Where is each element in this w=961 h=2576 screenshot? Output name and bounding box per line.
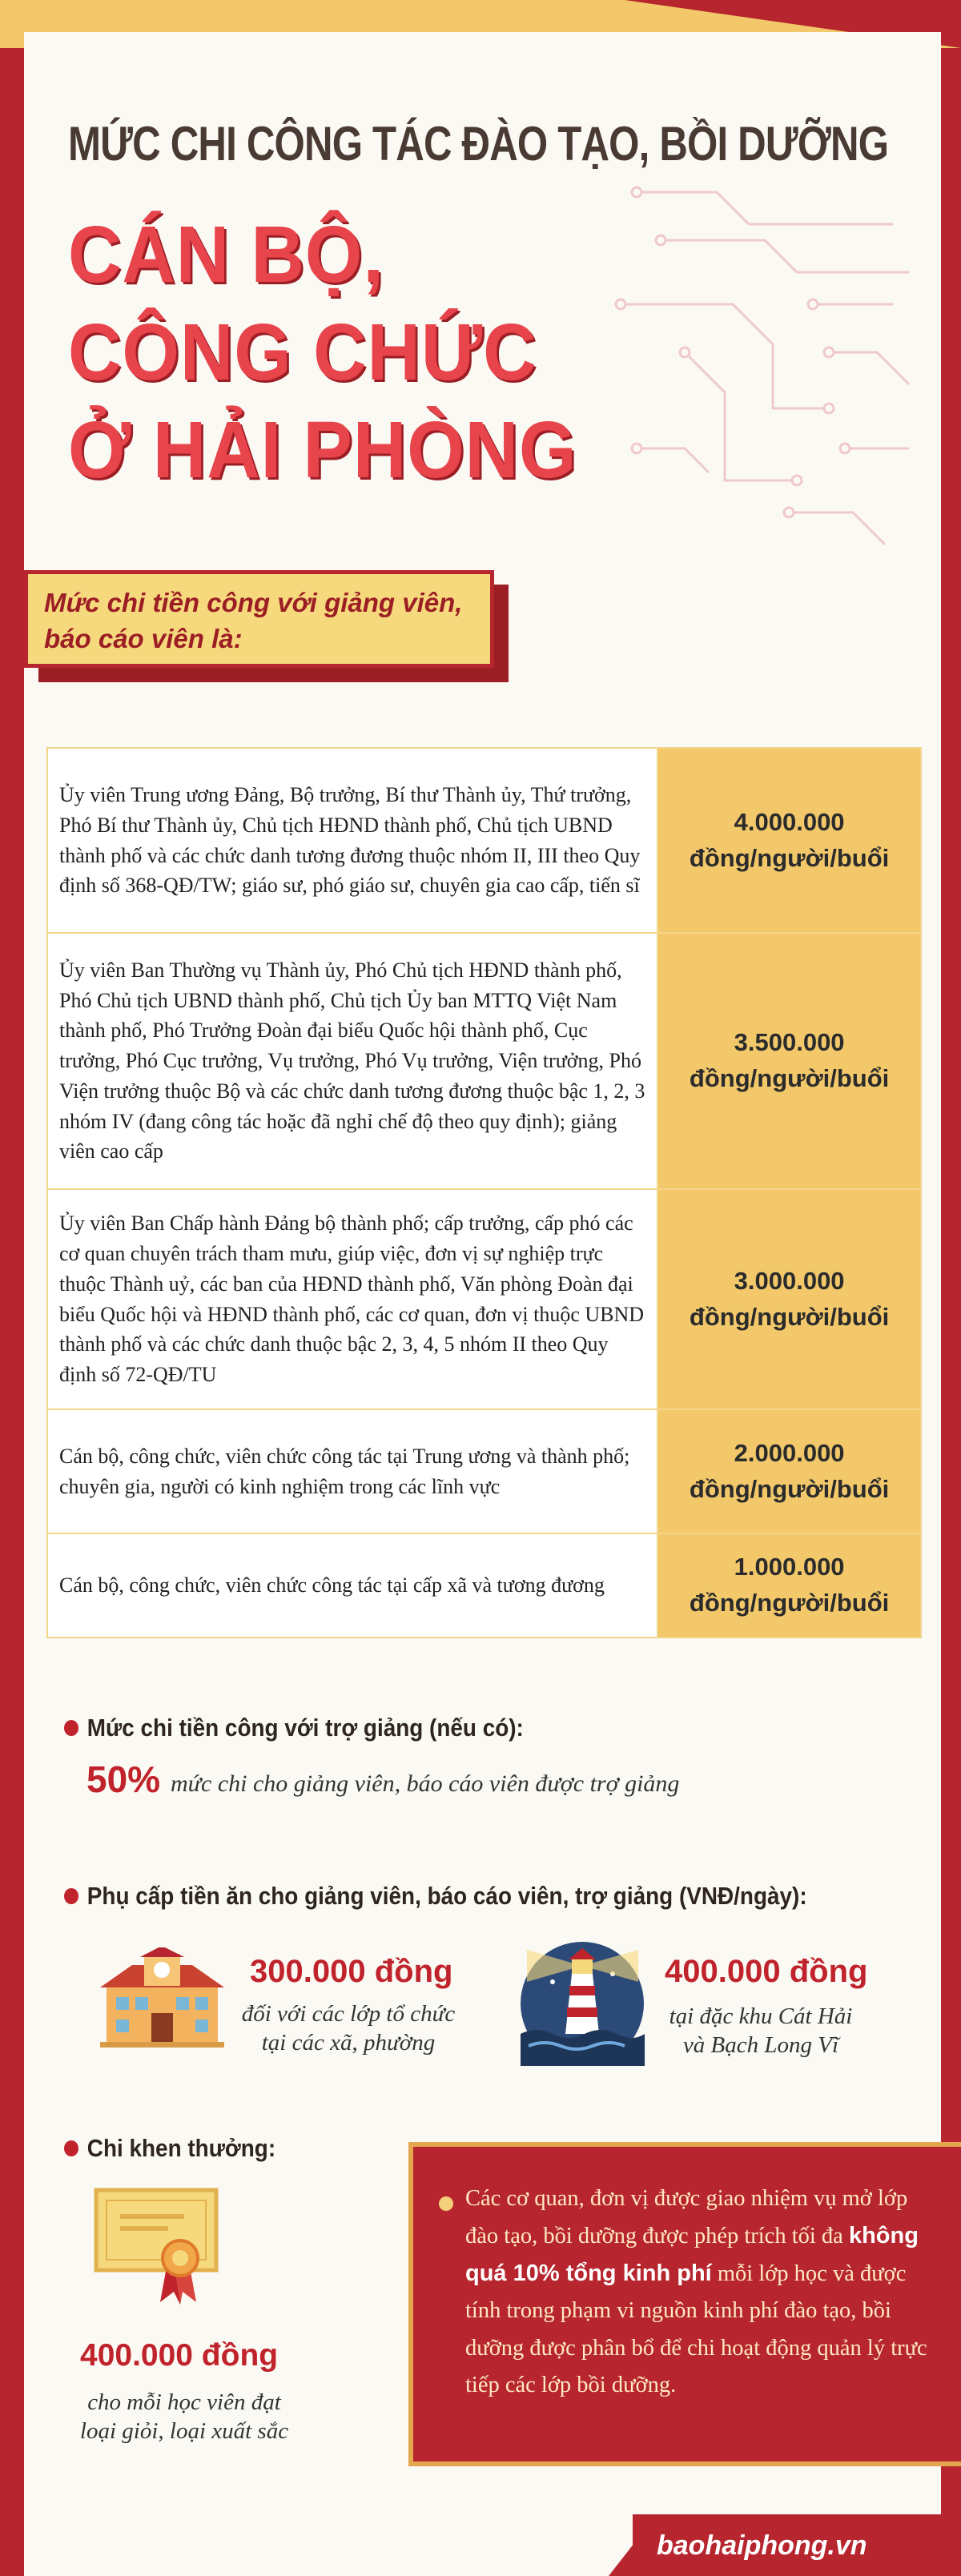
reward-desc-line-1: cho mỗi học viên đạt — [87, 2389, 281, 2415]
amount-unit: đồng/người/buổi — [689, 1302, 890, 1331]
page-title-line-2: CÔNG CHỨC — [68, 307, 537, 397]
amount-unit: đồng/người/buổi — [689, 843, 890, 872]
notice-highlight: không quá 10% tổng kinh phí — [465, 2223, 919, 2287]
assistant-note: mức chi cho giảng viên, báo cáo viên được trợ giảng — [171, 1770, 680, 1797]
meal-heading-text: Phụ cấp tiền ăn cho giảng viên, báo cáo viên, trợ giảng (VNĐ/ngày): — [86, 1882, 807, 1910]
lecturer-heading-box — [24, 570, 509, 682]
budget-notice-box — [408, 2142, 961, 2466]
meal-amount-1: 300.000 đồng — [250, 1954, 453, 1989]
row-description: Cán bộ, công chức, viên chức công tác tại cấp xã và tương đương — [47, 1533, 657, 1638]
row-description: Ủy viên Ban Thường vụ Thành ủy, Phó Chủ tịch HĐND thành phố, Phó Chủ tịch UBND thành phố, Chủ tịch Ủy ban MTTQ Việt Nam thành phố, Phó Trưởng Đoàn đại biểu Quốc hội thành phố, Cục trưởng, Phó Cục trưởng, Vụ trưởng, Phó Vụ trưởng, Viện trưởng, Phó Viện trưởng thuộc Bộ và các chức danh tương đương thuộc bậc 1, 2, 3 nhóm IV (đang công tác hoặc đã nghỉ chế độ theo quy định); giảng viên cao cấp — [47, 933, 657, 1189]
amount-value: 3.500.000 — [734, 1028, 845, 1057]
lecturer-heading-line-2: báo cáo viên là: — [44, 623, 243, 653]
assistant-heading — [64, 1714, 524, 1742]
row-description: Cán bộ, công chức, viên chức công tác tại Trung ương và thành phố; chuyên gia, người có kinh nghiệm trong các lĩnh vực — [47, 1409, 657, 1533]
row-amount — [657, 1409, 921, 1533]
circuit-decoration — [589, 144, 925, 561]
lecturer-fee-table — [46, 747, 922, 1638]
meal-desc-2 — [645, 2002, 877, 2060]
certificate-icon — [92, 2186, 228, 2306]
lecturer-heading-line-1: Mức chi tiền công với giảng viên, — [44, 588, 463, 617]
table-row — [47, 933, 921, 1189]
meal-desc-2-line-1: tại đặc khu Cát Hải — [669, 2003, 853, 2029]
assistant-percent: 50% — [86, 1758, 161, 1800]
meal-desc-1 — [228, 1999, 468, 2058]
reward-heading — [64, 2134, 275, 2163]
row-amount — [657, 933, 921, 1189]
meal-desc-1-line-1: đối với các lớp tổ chức — [241, 2001, 456, 2027]
row-description: Ủy viên Trung ương Đảng, Bộ trưởng, Bí thư Thành ủy, Thứ trưởng, Phó Bí thư Thành ủy, Chủ tịch HĐND thành phố, Chủ tịch UBND thành phố và các chức danh tương đương thuộc nhóm II, III theo Quy định số 368-QĐ/TW; giáo sư, phó giáo sư, chuyên gia cao cấp, tiến sĩ — [47, 748, 657, 933]
amount-value: 1.000.000 — [734, 1553, 845, 1581]
amount-value: 2.000.000 — [734, 1438, 845, 1467]
reward-amount: 400.000 đồng — [80, 2338, 279, 2373]
notice-text-after: mỗi lớp học và được tính trong phạm vi nguồn kinh phí đào tạo, bồi dưỡng được phân bổ để chi hoạt động quản lý trực tiếp các lớp bồi dưỡng. — [465, 2261, 927, 2397]
page-title-line-3: Ở HẢI PHÒNG — [68, 405, 577, 495]
row-amount — [657, 1533, 921, 1638]
footer-site-link[interactable]: baohaiphong.vn — [657, 2530, 867, 2561]
bullet-dot-icon — [64, 2140, 78, 2156]
reward-desc-line-2: loại giỏi, loại xuất sắc — [79, 2418, 289, 2445]
bullet-dot-icon — [439, 2196, 453, 2211]
amount-unit: đồng/người/buổi — [689, 1474, 890, 1503]
meal-desc-2-line-2: và Bạch Long Vĩ — [682, 2032, 839, 2059]
row-amount — [657, 1189, 921, 1409]
amount-value: 4.000.000 — [734, 807, 845, 836]
reward-desc — [52, 2388, 316, 2446]
table-row — [47, 1189, 921, 1409]
reward-heading-text: Chi khen thưởng: — [86, 2134, 276, 2162]
page-subtitle: MỨC CHI CÔNG TÁC ĐÀO TẠO, BỒI DƯỠNG — [68, 117, 889, 171]
table-row — [47, 748, 921, 933]
amount-unit: đồng/người/buổi — [689, 1064, 890, 1092]
bullet-dot-icon — [64, 1720, 78, 1736]
amount-value: 3.000.000 — [734, 1266, 845, 1295]
heading-box-front — [24, 570, 494, 668]
meal-amount-2: 400.000 đồng — [665, 1954, 868, 1989]
meal-heading — [64, 1882, 807, 1911]
amount-unit: đồng/người/buổi — [689, 1589, 890, 1617]
lighthouse-icon — [521, 1942, 645, 2066]
table-row — [47, 1409, 921, 1533]
row-description: Ủy viên Ban Chấp hành Đảng bộ thành phố; cấp trưởng, cấp phó các cơ quan chuyên trách tham mưu, giúp việc, đơn vị sự nghiệp trực thuộc Thành uỷ, các ban của HĐND thành phố, Văn phòng Đoàn đại biểu Quốc hội và HĐND thành phố, các cơ quan, đơn vị thuộc UBND thành phố và các chức danh thuộc bậc 2, 3, 4, 5 nhóm II theo Quy định số 72-QĐ/TU — [47, 1189, 657, 1409]
table-row — [47, 1533, 921, 1638]
meal-desc-1-line-2: tại các xã, phường — [261, 2030, 436, 2056]
row-amount — [657, 748, 921, 933]
school-building-icon — [100, 1947, 224, 2048]
page-title-line-1: CÁN BỘ, — [68, 210, 384, 299]
assistant-heading-text: Mức chi tiền công với trợ giảng (nếu có): — [86, 1714, 524, 1742]
notice-text-before: Các cơ quan, đơn vị được giao nhiệm vụ mở lớp đào tạo, bồi dưỡng được phép trích tối đa — [465, 2186, 908, 2249]
bullet-dot-icon — [64, 1888, 78, 1904]
